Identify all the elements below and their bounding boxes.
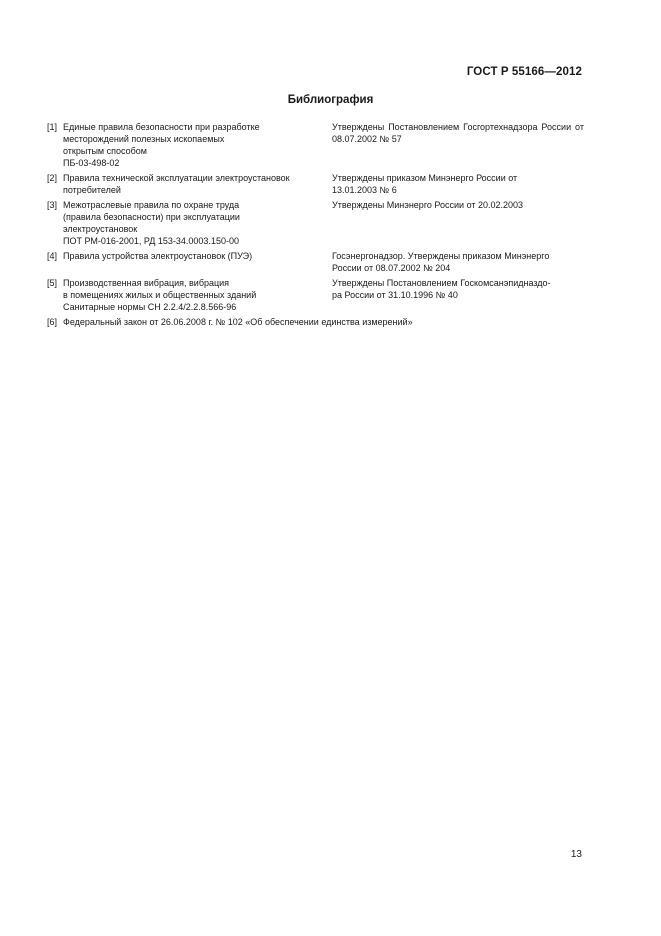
entry-title: Правила технической эксплуатации электроустановок потребителей xyxy=(63,173,290,195)
entry-title: Межотраслевые правила по охране труда (правила безопасности) при эксплуатации электроустановок ПОТ РМ-016-2001, РД 153-34.0003.150-00 xyxy=(63,200,240,246)
bibliography-entry xyxy=(47,199,584,247)
entry-number: [2] xyxy=(47,173,58,183)
entry-approval: Утверждены приказом Минэнерго России от 13.01.2003 № 6 xyxy=(332,173,518,195)
document-code: ГОСТ Р 55166—2012 xyxy=(466,66,582,78)
entry-number: [4] xyxy=(47,251,58,261)
page-title: Библиография xyxy=(287,94,374,106)
entry-title: Единые правила безопасности при разработке месторождений полезных ископаемых открытым способом ПБ-03-498-02 xyxy=(63,122,260,168)
bibliography-entry xyxy=(47,172,584,196)
entry-title: Правила устройства электроустановок (ПУЭ) xyxy=(63,251,253,261)
entry-approval: Утверждены Постановлением Госгортехнадзора России от 08.07.2002 № 57 xyxy=(332,122,584,144)
entry-approval: Госэнергонадзор. Утверждены приказом Минэнерго России от 08.07.2002 № 204 xyxy=(332,251,550,273)
entry-title: Федеральный закон от 26.06.2008 г. № 102 «Об обеспечении единства измерений» xyxy=(63,317,413,327)
entry-number: [1] xyxy=(47,122,58,132)
bibliography-entry xyxy=(47,250,584,274)
entry-approval: Утверждены Минэнерго России от 20.02.2003 xyxy=(332,200,524,210)
page-number: 13 xyxy=(570,849,582,860)
bibliography-entry xyxy=(47,316,584,328)
entry-approval: Утверждены Постановлением Госкомсанэпидназдо- ра России от 31.10.1996 № 40 xyxy=(332,278,551,300)
bibliography-entry xyxy=(47,277,584,313)
entry-title: Производственная вибрация, вибрация в помещениях жилых и общественных зданий Санитарные нормы СН 2.2.4/2.2.8.566-96 xyxy=(63,278,257,312)
entry-number: [5] xyxy=(47,278,58,288)
bibliography-entry xyxy=(47,121,584,169)
bibliography-list xyxy=(47,121,584,331)
entry-number: [6] xyxy=(47,317,58,327)
entry-number: [3] xyxy=(47,200,58,210)
